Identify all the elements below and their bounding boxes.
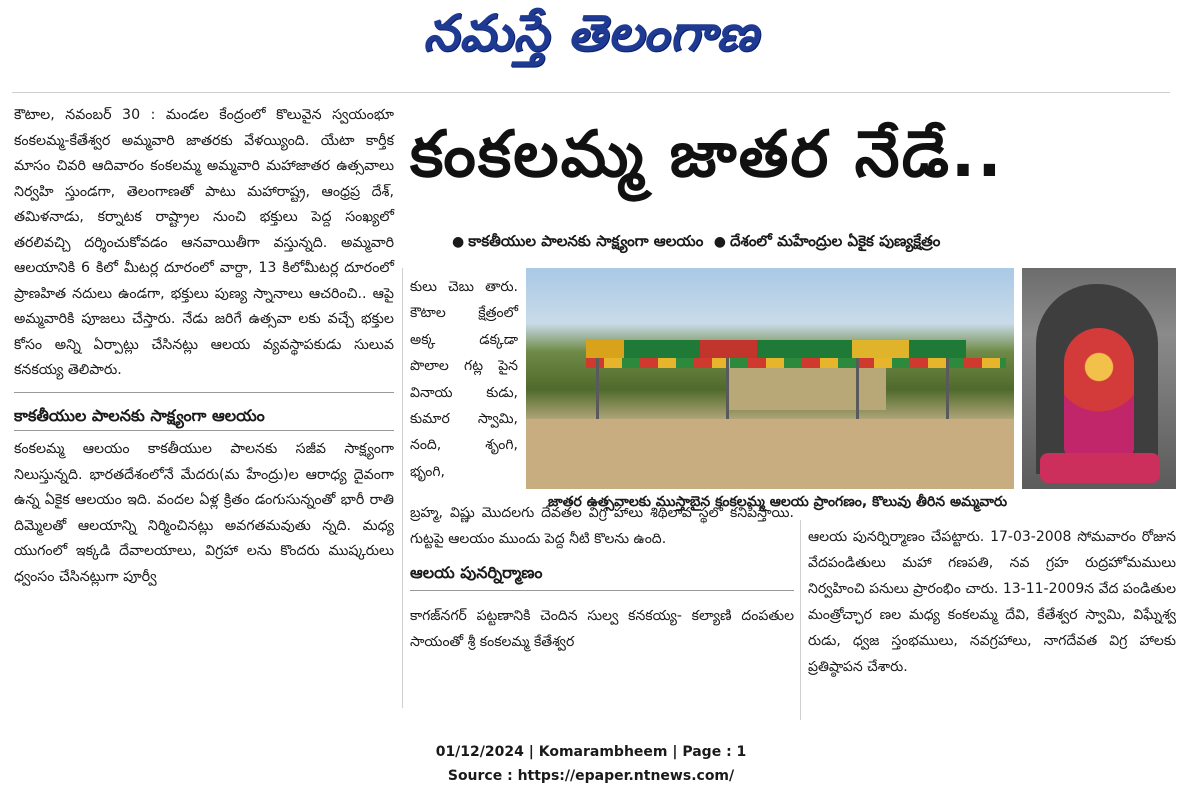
temple-premises-photo	[526, 268, 1014, 489]
photo-caption: జాతర ఉత్సవాలకు ముస్తాబైన కంకలమ్మ ఆలయ ప్రాంగణం, కొలువు తీరిన అమ్మవారు	[548, 494, 1008, 510]
article-paragraph-3: బ్రహ్మ, విష్ణు మొదలగు దేవతల విగ్ర హాలు శిథిలావ స్థలో కనిపిస్తాయి. గుట్టపై ఆలయం ముందు పెద్ద నీటి కొలను ఉంది.	[410, 505, 794, 547]
article-paragraph-4: కాగజ్‌నగర్ పట్టణానికి చెందిన సుల్వ కనకయ్య- కల్యాణి దంపతుల సాయంతో శ్రీ కంకలమ్మ కేతేశ్వర	[410, 608, 794, 650]
photo-canopy-border	[586, 358, 1006, 368]
column-divider	[800, 520, 801, 720]
top-divider	[12, 92, 1170, 93]
subheading-kakatiya: కాకతీయుల పాలనకు సాక్ష్యంగా ఆలయం	[14, 403, 394, 432]
column-divider	[402, 268, 403, 708]
kicker-bullet-1: కాకతీయుల పాలనకు సాక్ష్యంగా ఆలయం	[468, 232, 704, 250]
left-column	[14, 103, 394, 590]
subheading-reconstruction: ఆలయ పునర్నిర్మాణం	[410, 560, 794, 591]
right-column	[808, 524, 1176, 680]
masthead	[0, 0, 1182, 80]
photo-ground	[526, 419, 1014, 489]
newspaper-logo: నమస్తే తెలంగాణ	[423, 4, 759, 62]
bullet-icon: ●	[713, 234, 726, 250]
page-footer	[0, 740, 1182, 788]
footer-source: Source : https://epaper.ntnews.com/	[447, 768, 735, 784]
footer-date-edition: 01/12/2024 | Komarambheem | Page : 1	[435, 744, 747, 760]
kicker-line	[452, 232, 1172, 254]
section-divider	[14, 392, 394, 393]
article-paragraph-5: ఆలయ పునర్నిర్మాణం చేపట్టారు. 17-03-2008 సోమవారం రోజున వేదపండితులు మహా గణపతి, నవ గ్రహ రుద్రహోమములు నిర్వహించి పనులు ప్రారంభిం చారు. 13-11-2009న వేద పండితుల మంత్రోచ్ఛార ణల మధ్య కంకలమ్మ దేవి, కేతేశ్వర స్వామి, విఘ్నేశ్వ రుడు, ధ్వజ స్తంభములు, నవగ్రహాలు, నాగదేవత విగ్ర హాలకు ప్రతిష్ఠాపన చేశారు.	[808, 529, 1176, 675]
article-paragraph-2: కంకలమ్మ ఆలయం కాకతీయుల పాలనకు సజీవ సాక్ష్యంగా నిలుస్తున్నది. భారతదేశంలోనే మేదరు(మ హేంద్రు)ల ఆరాధ్య దైవంగా ఉన్న ఏకైక ఆలయం ఇది. వందల ఏళ్ల క్రితం డంగుసున్నంతో భారీ రాతి దిమ్మెలతో ఆలయాన్ని నిర్మించినట్లు అవగతమవుతు న్నది. మధ్య యుగంలో ఇక్కడి దేవాలయాలు, విగ్రహా లను కొందరు ముష్కరులు ధ్వంసం చేసినట్లుగా పూర్వీ	[14, 441, 394, 585]
photo-building	[726, 368, 886, 410]
goddess-idol-photo	[1022, 268, 1176, 489]
bullet-icon: ●	[452, 234, 465, 250]
bottom-middle-column	[410, 500, 794, 655]
article-paragraph-1: కౌటాల, నవంబర్ 30 : మండల కేంద్రంలో కొలువైన స్వయంభూ కంకలమ్మ-కేతేశ్వర అమ్మవారి జాతరకు వేళయ్యింది. యేటా కార్తీక మాసం చివరి ఆదివారం కంకలమ్మ అమ్మవారి మహాజాతర ఉత్సవాలు నిర్వహి స్తుండగా, తెలంగాణతో పాటు మహారాష్ట్ర, ఆంధ్రప్ర దేశ్, తమిళనాడు, కర్నాటక రాష్ట్రాల నుంచి భక్తులు పెద్ద సంఖ్యలో తరలివచ్చి దర్శించుకోవడం ఆనవాయితీగా వస్తున్నది. అమ్మవారి ఆలయానికి 6 కిలో మీటర్ల దూరంలో వార్దా, 13 కిలోమీటర్ల దూరంలో ప్రాణహిత నదులు ఉండగా, భక్తులు పుణ్య స్నానాలు ఆచరించి.. ఆపై అమ్మవారికి పూజలు చేస్తారు. నేడు జరిగే ఉత్సవా లకు వచ్చే భక్తుల కోసం అన్ని ఏర్పాట్లు చేసినట్లు ఆలయ వ్యవస్థాపకుడు సులువ కనకయ్య తెలిపారు.	[14, 107, 394, 378]
middle-narrow-column: కులు చెబు తారు. కౌటాల క్షేత్రంలో అక్క డక్కడా పొలాల గట్ల పైన వినాయ కుడు, కుమార స్వామి, నంది, శృంగి, భృంగి,	[410, 279, 518, 480]
photo-canopy	[586, 340, 966, 358]
kicker-bullet-2: దేశంలో మహేంద్రుల ఏకైక పుణ్యక్షేత్రం	[729, 232, 941, 250]
photo-idol-base	[1040, 453, 1160, 483]
photo-idol	[1064, 328, 1134, 458]
headline: కంకలమ్మ జాతర నేడే..	[410, 118, 1004, 192]
